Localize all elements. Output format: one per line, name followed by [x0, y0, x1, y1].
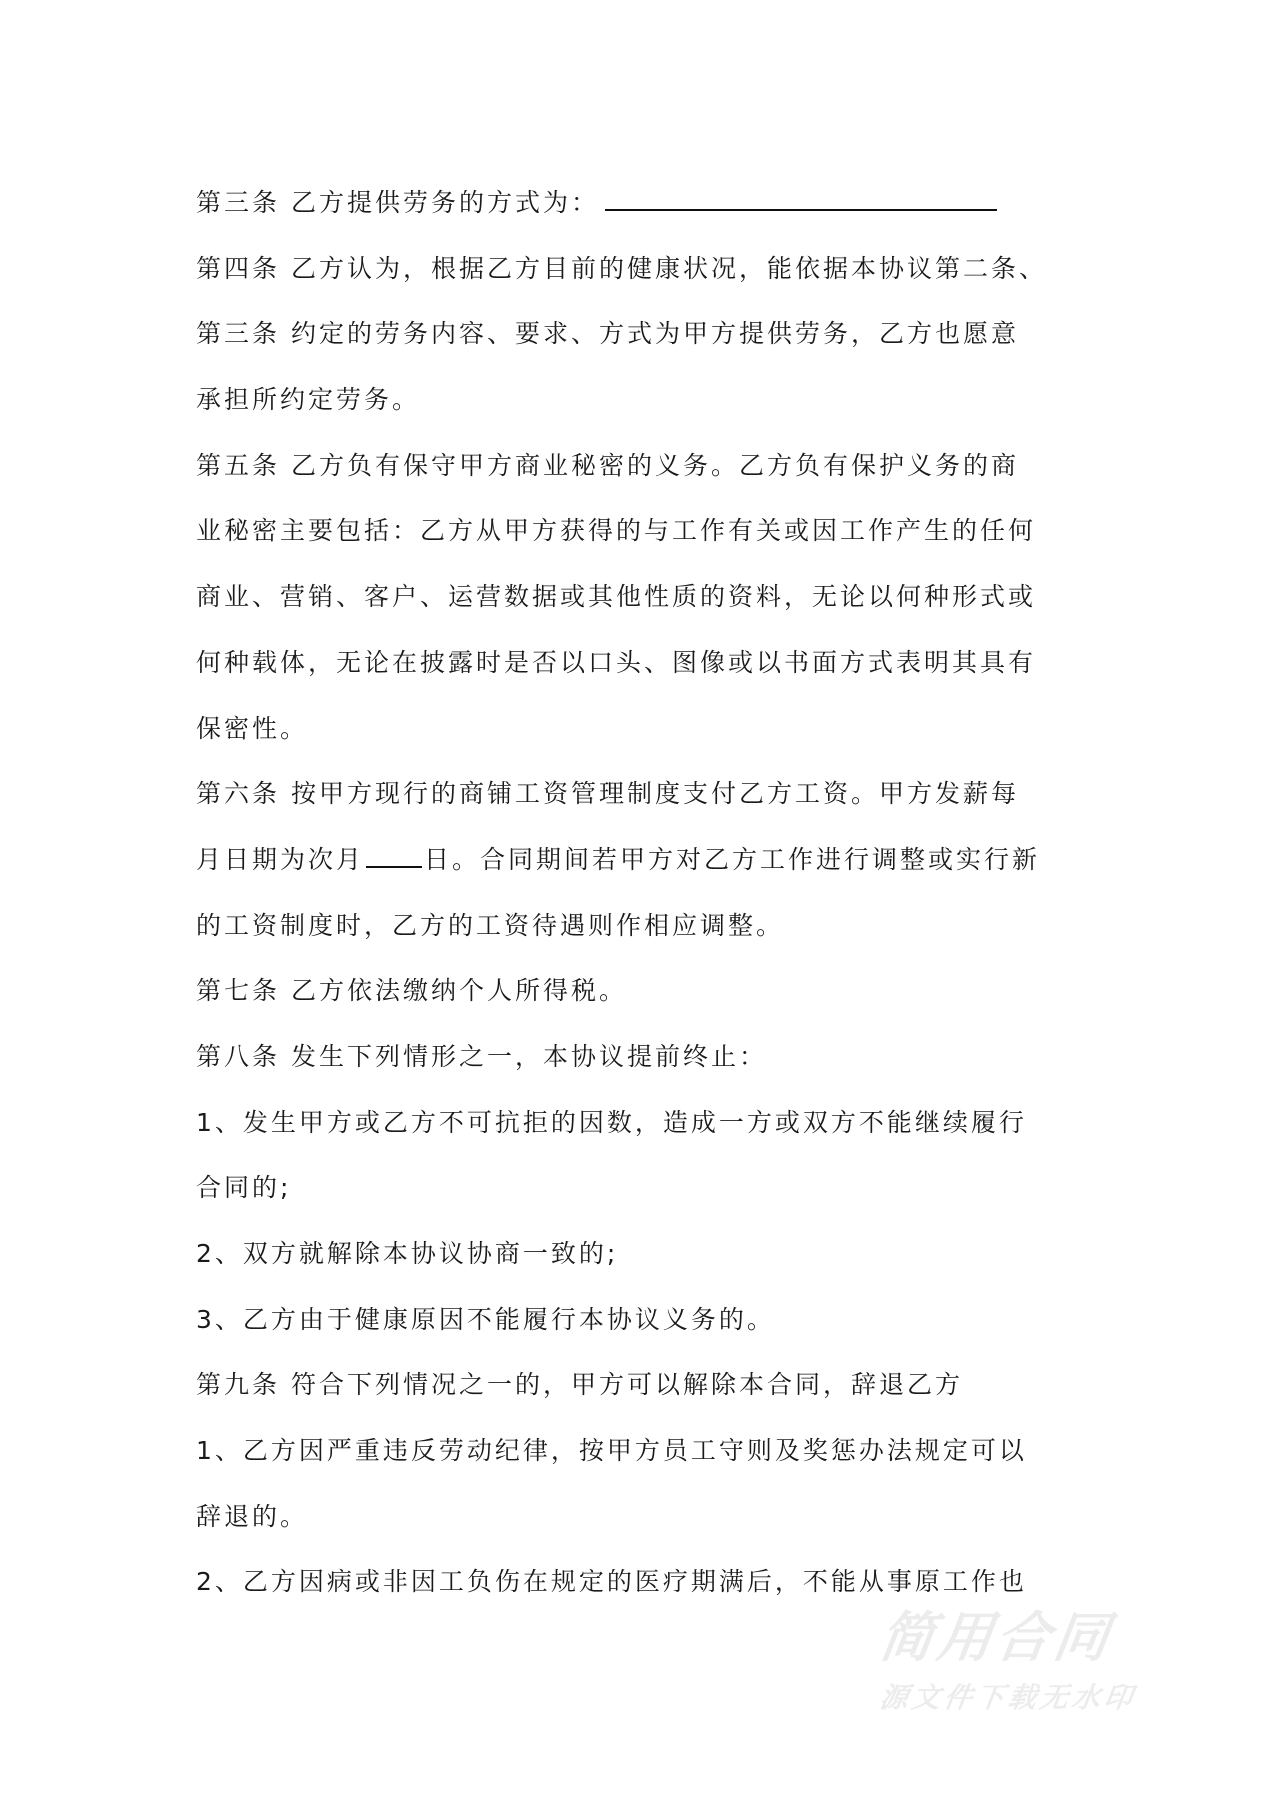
fill-in-blank-method[interactable]	[605, 189, 997, 211]
clause-6-line-3: 的工资制度时，乙方的工资待遇则作相应调整。	[196, 910, 785, 940]
clause-text: 第三条 乙方提供劳务的方式为：	[196, 188, 599, 217]
clause-7-line-1: 第七条 乙方依法缴纳个人所得税。	[196, 976, 627, 1006]
clause-9-line-1: 第九条 符合下列情况之一的，甲方可以解除本合同，辞退乙方	[196, 1370, 963, 1400]
clause-6-line-2	[196, 827, 1096, 893]
clause-9-item-1-line-2: 辞退的。	[196, 1501, 309, 1531]
clause-8-item-3: 3、乙方由于健康原因不能履行本协议义务的。	[196, 1304, 775, 1334]
clause-5-line-5: 保密性。	[196, 713, 309, 743]
fill-in-blank-payday[interactable]	[366, 848, 422, 868]
clause-5-line-2: 业秘密主要包括：乙方从甲方获得的与工作有关或因工作产生的任何	[196, 516, 1037, 546]
clause-4-line-2: 第三条 约定的劳务内容、要求、方式为甲方提供劳务，乙方也愿意	[196, 319, 1019, 349]
clause-8-line-1: 第八条 发生下列情形之一，本协议提前终止：	[196, 1041, 767, 1071]
watermark-title: 简用合同	[875, 1606, 1117, 1669]
clause-6-line-1: 第六条 按甲方现行的商铺工资管理制度支付乙方工资。甲方发薪每	[196, 779, 1019, 809]
contract-body	[196, 170, 1096, 1615]
clause-9-item-1-line-1: 1、乙方因严重违反劳动纪律，按甲方员工守则及奖惩办法规定可以	[196, 1436, 1027, 1466]
clause-9-item-2-line-1: 2、乙方因病或非因工负伤在规定的医疗期满后，不能从事原工作也	[196, 1567, 1027, 1597]
clause-8-item-2: 2、双方就解除本协议协商一致的;	[196, 1239, 619, 1268]
clause-8-item-1-line-1: 1、发生甲方或乙方不可抗拒的因数，造成一方或双方不能继续履行	[196, 1107, 1027, 1137]
clause-5-line-3: 商业、营销、客户、运营数据或其他性质的资料，无论以何种形式或	[196, 582, 1037, 612]
watermark	[875, 1606, 1200, 1718]
clause-text: 月日期为次月	[196, 844, 365, 874]
watermark-subtitle: 源文件下载无水印	[877, 1681, 1139, 1714]
clause-text: 日。合同期间若甲方对乙方工作进行调整或实行新	[424, 844, 1041, 874]
clause-4-line-3: 承担所约定劳务。	[196, 385, 421, 415]
clause-4-line-1: 第四条 乙方认为，根据乙方目前的健康状况，能依据本协议第二条、	[196, 253, 1047, 283]
clause-5-line-1: 第五条 乙方负有保守甲方商业秘密的义务。乙方负有保护义务的商	[196, 450, 1019, 480]
clause-3-line	[196, 170, 1096, 236]
clause-5-line-4: 何种载体，无论在披露时是否以口头、图像或以书面方式表明其具有	[196, 647, 1037, 677]
clause-8-item-1-line-2: 合同的;	[196, 1173, 292, 1203]
